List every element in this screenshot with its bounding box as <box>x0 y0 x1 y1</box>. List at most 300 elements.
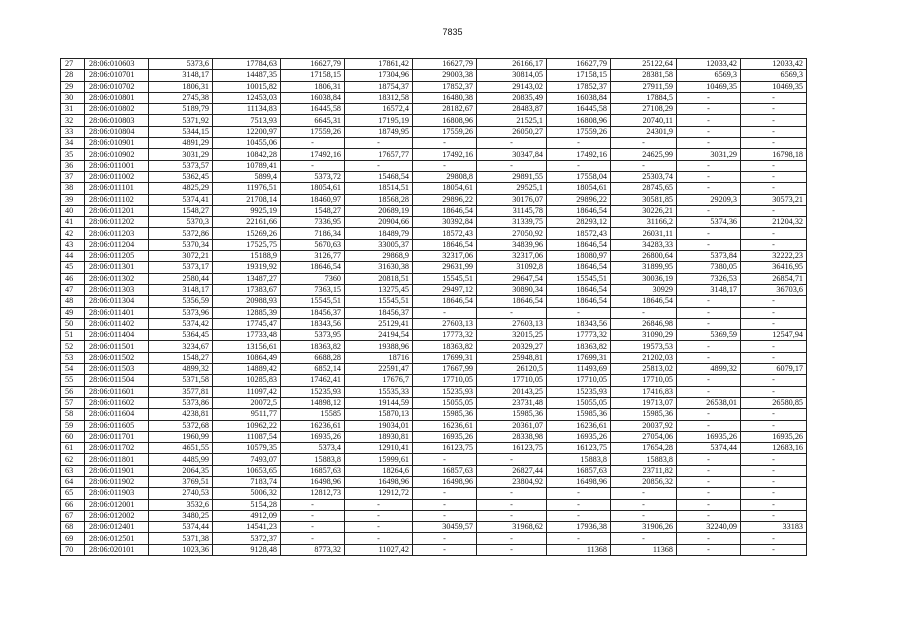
value-cell: - <box>281 522 345 533</box>
value-cell: - <box>547 488 611 499</box>
value-cell: - <box>741 239 807 250</box>
value-cell: 18572,43 <box>413 228 477 239</box>
value-cell: 6688,28 <box>281 352 345 363</box>
value-cell: - <box>413 160 477 171</box>
value-cell: 11976,51 <box>213 183 281 194</box>
value-cell: 30392,84 <box>413 217 477 228</box>
value-cell: 6852,14 <box>281 364 345 375</box>
value-cell: - <box>281 499 345 510</box>
value-cell: - <box>677 386 741 397</box>
row-number-cell: 55 <box>61 375 85 386</box>
value-cell: 14487,35 <box>213 70 281 81</box>
value-cell: 26800,64 <box>611 251 677 262</box>
value-cell: - <box>477 488 547 499</box>
value-cell: 13156,61 <box>213 341 281 352</box>
row-number-cell: 44 <box>61 251 85 262</box>
value-cell: 15985,36 <box>477 409 547 420</box>
value-cell: 18363,82 <box>281 341 345 352</box>
value-cell: 5189,79 <box>149 104 213 115</box>
value-cell: 17699,31 <box>413 352 477 363</box>
value-cell: - <box>741 386 807 397</box>
value-cell: 17784,63 <box>213 59 281 70</box>
table-row <box>61 104 807 115</box>
value-cell: - <box>677 239 741 250</box>
value-cell: 7183,74 <box>213 476 281 487</box>
value-cell: 1548,27 <box>281 205 345 216</box>
value-cell: 12200,97 <box>213 126 281 137</box>
data-table <box>60 58 807 556</box>
value-cell: 16038,84 <box>281 92 345 103</box>
table-row <box>61 160 807 171</box>
value-cell: - <box>611 160 677 171</box>
value-cell: 16935,26 <box>677 431 741 442</box>
value-cell: 5373,57 <box>149 160 213 171</box>
value-cell: 12453,03 <box>213 92 281 103</box>
table-row <box>61 70 807 81</box>
value-cell: 31090,29 <box>611 330 677 341</box>
value-cell: - <box>741 341 807 352</box>
value-cell: - <box>741 409 807 420</box>
table-row <box>61 386 807 397</box>
value-cell: 5372,86 <box>149 228 213 239</box>
value-cell: - <box>345 510 413 521</box>
cadastral-number-cell: 28:06:011901 <box>85 465 149 476</box>
table-row <box>61 239 807 250</box>
value-cell: 15883,8 <box>547 454 611 465</box>
value-cell: 31166,2 <box>611 217 677 228</box>
value-cell: - <box>741 375 807 386</box>
value-cell: 3148,17 <box>149 70 213 81</box>
cadastral-number-cell: 28:06:011101 <box>85 183 149 194</box>
value-cell: - <box>741 160 807 171</box>
value-cell: 9925,19 <box>213 205 281 216</box>
value-cell: 7360 <box>281 273 345 284</box>
value-cell: 18930,81 <box>345 431 413 442</box>
row-number-cell: 46 <box>61 273 85 284</box>
value-cell: 4238,81 <box>149 409 213 420</box>
value-cell: 16480,38 <box>413 92 477 103</box>
value-cell: 16123,75 <box>413 443 477 454</box>
value-cell: - <box>741 476 807 487</box>
value-cell: 19573,53 <box>611 341 677 352</box>
value-cell: 6645,31 <box>281 115 345 126</box>
value-cell: 16857,63 <box>413 465 477 476</box>
value-cell: - <box>741 352 807 363</box>
value-cell: 31092,8 <box>477 262 547 273</box>
value-cell: - <box>413 510 477 521</box>
table-row <box>61 273 807 284</box>
value-cell: 5373,84 <box>677 251 741 262</box>
value-cell: 18456,37 <box>345 307 413 318</box>
value-cell: 36703,6 <box>741 284 807 295</box>
value-cell: 10579,35 <box>213 443 281 454</box>
value-cell: 15545,51 <box>547 273 611 284</box>
value-cell: 29896,22 <box>547 194 611 205</box>
value-cell: 16498,96 <box>547 476 611 487</box>
value-cell: - <box>741 104 807 115</box>
row-number-cell: 31 <box>61 104 85 115</box>
value-cell: 18646,54 <box>547 284 611 295</box>
value-cell: 12683,16 <box>741 443 807 454</box>
value-cell: 15535,33 <box>345 386 413 397</box>
value-cell: 12547,94 <box>741 330 807 341</box>
row-number-cell: 42 <box>61 228 85 239</box>
value-cell: 34839,96 <box>477 239 547 250</box>
cadastral-number-cell: 28:06:010801 <box>85 92 149 103</box>
value-cell: - <box>413 533 477 544</box>
value-cell: 4912,09 <box>213 510 281 521</box>
value-cell: 18646,54 <box>547 262 611 273</box>
cadastral-number-cell: 28:06:011902 <box>85 476 149 487</box>
value-cell: 23711,82 <box>611 465 677 476</box>
value-cell: 15055,05 <box>547 397 611 408</box>
value-cell: 18363,82 <box>413 341 477 352</box>
value-cell: 5373,17 <box>149 262 213 273</box>
value-cell: - <box>547 307 611 318</box>
table-row <box>61 510 807 521</box>
value-cell: 18646,54 <box>477 296 547 307</box>
cadastral-number-cell: 28:06:011501 <box>85 341 149 352</box>
value-cell: 14889,42 <box>213 364 281 375</box>
value-cell: - <box>477 499 547 510</box>
value-cell: - <box>345 522 413 533</box>
value-cell: 17654,28 <box>611 443 677 454</box>
cadastral-number-cell: 28:06:010603 <box>85 59 149 70</box>
value-cell: 17304,96 <box>345 70 413 81</box>
value-cell: 17559,26 <box>281 126 345 137</box>
value-cell: 5369,59 <box>677 330 741 341</box>
row-number-cell: 53 <box>61 352 85 363</box>
row-number-cell: 27 <box>61 59 85 70</box>
value-cell: 16236,61 <box>547 420 611 431</box>
value-cell: 33005,37 <box>345 239 413 250</box>
row-number-cell: 50 <box>61 318 85 329</box>
value-cell: 7363,15 <box>281 284 345 295</box>
value-cell: 5374,41 <box>149 194 213 205</box>
value-cell: 20988,93 <box>213 296 281 307</box>
value-cell: 5374,36 <box>677 217 741 228</box>
value-cell: 11027,42 <box>345 544 413 555</box>
value-cell: 20143,25 <box>477 386 547 397</box>
row-number-cell: 56 <box>61 386 85 397</box>
value-cell: 5374,42 <box>149 318 213 329</box>
value-cell: 25122,64 <box>611 59 677 70</box>
row-number-cell: 28 <box>61 70 85 81</box>
value-cell: 17773,32 <box>547 330 611 341</box>
value-cell: 16498,96 <box>413 476 477 487</box>
value-cell: - <box>677 183 741 194</box>
cadastral-number-cell: 28:06:011202 <box>85 217 149 228</box>
value-cell: - <box>741 465 807 476</box>
value-cell: 30581,85 <box>611 194 677 205</box>
value-cell: - <box>677 533 741 544</box>
cadastral-number-cell: 28:06:010702 <box>85 81 149 92</box>
value-cell: - <box>741 499 807 510</box>
value-cell: 18080,97 <box>547 251 611 262</box>
cadastral-number-cell: 28:06:010901 <box>85 138 149 149</box>
row-number-cell: 41 <box>61 217 85 228</box>
value-cell: - <box>677 488 741 499</box>
value-cell: - <box>741 126 807 137</box>
value-cell: 5362,45 <box>149 171 213 182</box>
row-number-cell: 70 <box>61 544 85 555</box>
row-number-cell: 62 <box>61 454 85 465</box>
value-cell: 15985,36 <box>611 409 677 420</box>
value-cell: 7326,53 <box>677 273 741 284</box>
value-cell: - <box>677 160 741 171</box>
cadastral-number-cell: 28:06:011203 <box>85 228 149 239</box>
cadastral-number-cell: 28:06:011302 <box>85 273 149 284</box>
cadastral-number-cell: 28:06:011002 <box>85 171 149 182</box>
value-cell: - <box>677 352 741 363</box>
value-cell: 5373,72 <box>281 171 345 182</box>
value-cell: - <box>677 171 741 182</box>
value-cell: 17492,16 <box>547 149 611 160</box>
value-cell: - <box>547 533 611 544</box>
value-cell: 21204,32 <box>741 217 807 228</box>
value-cell: - <box>611 510 677 521</box>
value-cell: 22591,47 <box>345 364 413 375</box>
value-cell: - <box>677 205 741 216</box>
value-cell: - <box>741 138 807 149</box>
value-cell: 7336,95 <box>281 217 345 228</box>
value-cell: 32317,06 <box>413 251 477 262</box>
value-cell: 10653,65 <box>213 465 281 476</box>
value-cell: 21525,1 <box>477 115 547 126</box>
value-cell: 29525,1 <box>477 183 547 194</box>
value-cell: - <box>741 115 807 126</box>
value-cell: 27054,06 <box>611 431 677 442</box>
value-cell: - <box>741 296 807 307</box>
value-cell: 10469,35 <box>677 81 741 92</box>
value-cell: 16572,4 <box>345 104 413 115</box>
value-cell: 18754,37 <box>345 81 413 92</box>
value-cell: 3532,6 <box>149 499 213 510</box>
table-row <box>61 341 807 352</box>
value-cell: 4899,32 <box>149 364 213 375</box>
cadastral-number-cell: 28:06:012501 <box>85 533 149 544</box>
row-number-cell: 48 <box>61 296 85 307</box>
value-cell: 17936,38 <box>547 522 611 533</box>
value-cell: 17492,16 <box>413 149 477 160</box>
value-cell: - <box>677 409 741 420</box>
value-cell: 16857,63 <box>281 465 345 476</box>
value-cell: - <box>477 307 547 318</box>
value-cell: 25813,02 <box>611 364 677 375</box>
value-cell: 5371,58 <box>149 375 213 386</box>
table-row <box>61 397 807 408</box>
value-cell: 18456,37 <box>281 307 345 318</box>
value-cell: 30176,07 <box>477 194 547 205</box>
table-row <box>61 544 807 555</box>
value-cell: - <box>477 510 547 521</box>
value-cell: - <box>547 138 611 149</box>
value-cell: 15269,26 <box>213 228 281 239</box>
value-cell: 18054,61 <box>413 183 477 194</box>
value-cell: - <box>413 488 477 499</box>
value-cell: 10962,22 <box>213 420 281 431</box>
value-cell: - <box>477 544 547 555</box>
table-row <box>61 375 807 386</box>
value-cell: 19319,92 <box>213 262 281 273</box>
cadastral-number-cell: 28:06:011301 <box>85 262 149 273</box>
value-cell: 26846,98 <box>611 318 677 329</box>
value-cell: 15188,9 <box>213 251 281 262</box>
value-cell: 5370,3 <box>149 217 213 228</box>
value-cell: 26538,01 <box>677 397 741 408</box>
table-row <box>61 431 807 442</box>
table-row <box>61 228 807 239</box>
cadastral-number-cell: 28:06:010902 <box>85 149 149 160</box>
value-cell: 34283,33 <box>611 239 677 250</box>
value-cell: 5371,38 <box>149 533 213 544</box>
value-cell: - <box>677 92 741 103</box>
value-cell: - <box>741 318 807 329</box>
cadastral-number-cell: 28:06:011205 <box>85 251 149 262</box>
value-cell: 18343,56 <box>547 318 611 329</box>
value-cell: - <box>413 454 477 465</box>
value-cell: - <box>741 183 807 194</box>
value-cell: - <box>345 533 413 544</box>
value-cell: 3234,67 <box>149 341 213 352</box>
value-cell: - <box>547 510 611 521</box>
value-cell: 15870,13 <box>345 409 413 420</box>
row-number-cell: 67 <box>61 510 85 521</box>
value-cell: 29143,02 <box>477 81 547 92</box>
value-cell: - <box>477 454 547 465</box>
row-number-cell: 49 <box>61 307 85 318</box>
value-cell: - <box>677 104 741 115</box>
row-number-cell: 65 <box>61 488 85 499</box>
table-row <box>61 307 807 318</box>
value-cell: 26166,17 <box>477 59 547 70</box>
value-cell: 29896,22 <box>413 194 477 205</box>
value-cell: 18054,61 <box>281 183 345 194</box>
value-cell: 16445,58 <box>547 104 611 115</box>
value-cell: 10015,82 <box>213 81 281 92</box>
value-cell: 5374,44 <box>677 443 741 454</box>
value-cell: 28745,65 <box>611 183 677 194</box>
value-cell: 3031,29 <box>677 149 741 160</box>
value-cell: 15545,51 <box>413 273 477 284</box>
row-number-cell: 29 <box>61 81 85 92</box>
value-cell: 20361,07 <box>477 420 547 431</box>
table-row <box>61 262 807 273</box>
value-cell: 18646,54 <box>547 205 611 216</box>
value-cell: 5373,96 <box>149 307 213 318</box>
cadastral-number-cell: 28:06:011602 <box>85 397 149 408</box>
value-cell: - <box>677 296 741 307</box>
value-cell: - <box>477 160 547 171</box>
value-cell: 18646,54 <box>413 239 477 250</box>
value-cell: 31630,38 <box>345 262 413 273</box>
value-cell: 5373,95 <box>281 330 345 341</box>
value-cell: 19713,07 <box>611 397 677 408</box>
value-cell: 29868,9 <box>345 251 413 262</box>
value-cell: 17558,04 <box>547 171 611 182</box>
value-cell: 2745,38 <box>149 92 213 103</box>
value-cell: 16236,61 <box>281 420 345 431</box>
cadastral-number-cell: 28:06:011701 <box>85 431 149 442</box>
page-number: 7835 <box>442 27 463 37</box>
cadastral-number-cell: 28:06:011503 <box>85 364 149 375</box>
value-cell: 3148,17 <box>677 284 741 295</box>
value-cell: - <box>741 420 807 431</box>
value-cell: 31145,78 <box>477 205 547 216</box>
value-cell: - <box>741 92 807 103</box>
value-cell: 8773,32 <box>281 544 345 555</box>
value-cell: - <box>413 499 477 510</box>
value-cell: 17745,47 <box>213 318 281 329</box>
value-cell: 26854,71 <box>741 273 807 284</box>
row-number-cell: 60 <box>61 431 85 442</box>
value-cell: 11368 <box>547 544 611 555</box>
cadastral-number-cell: 28:06:010802 <box>85 104 149 115</box>
row-number-cell: 66 <box>61 499 85 510</box>
cadastral-number-cell: 28:06:011102 <box>85 194 149 205</box>
table-row <box>61 149 807 160</box>
value-cell: 30573,21 <box>741 194 807 205</box>
row-number-cell: 32 <box>61 115 85 126</box>
value-cell: 18646,54 <box>547 296 611 307</box>
value-cell: - <box>741 205 807 216</box>
value-cell: 15985,36 <box>547 409 611 420</box>
value-cell: 12910,41 <box>345 443 413 454</box>
value-cell: 17773,32 <box>413 330 477 341</box>
value-cell: 6569,3 <box>741 70 807 81</box>
value-cell: 15999,61 <box>345 454 413 465</box>
value-cell: 16808,96 <box>413 115 477 126</box>
value-cell: 7380,05 <box>677 262 741 273</box>
value-cell: 17710,05 <box>413 375 477 386</box>
value-cell: - <box>345 138 413 149</box>
value-cell: 15585 <box>281 409 345 420</box>
value-cell: 5374,44 <box>149 522 213 533</box>
value-cell: 17525,75 <box>213 239 281 250</box>
value-cell: - <box>677 307 741 318</box>
value-cell: - <box>477 533 547 544</box>
value-cell: 18343,56 <box>281 318 345 329</box>
value-cell: 5373,4 <box>281 443 345 454</box>
value-cell: - <box>677 420 741 431</box>
cadastral-number-cell: 28:06:011001 <box>85 160 149 171</box>
table-row <box>61 522 807 533</box>
cadastral-number-cell: 28:06:011401 <box>85 307 149 318</box>
cadastral-number-cell: 28:06:011304 <box>85 296 149 307</box>
value-cell: 28483,87 <box>477 104 547 115</box>
value-cell: - <box>677 465 741 476</box>
row-number-cell: 54 <box>61 364 85 375</box>
value-cell: 18572,43 <box>547 228 611 239</box>
table-row <box>61 251 807 262</box>
value-cell: 17657,77 <box>345 149 413 160</box>
row-number-cell: 30 <box>61 92 85 103</box>
value-cell: 12912,72 <box>345 488 413 499</box>
value-cell: - <box>345 160 413 171</box>
table-row <box>61 533 807 544</box>
value-cell: 10455,06 <box>213 138 281 149</box>
value-cell: 23804,92 <box>477 476 547 487</box>
table-row <box>61 476 807 487</box>
value-cell: 26580,85 <box>741 397 807 408</box>
value-cell: 17733,48 <box>213 330 281 341</box>
value-cell: 18749,95 <box>345 126 413 137</box>
value-cell: 17710,05 <box>547 375 611 386</box>
value-cell: 5006,32 <box>213 488 281 499</box>
value-cell: 18646,54 <box>281 262 345 273</box>
value-cell: 13487,27 <box>213 273 281 284</box>
value-cell: - <box>611 533 677 544</box>
